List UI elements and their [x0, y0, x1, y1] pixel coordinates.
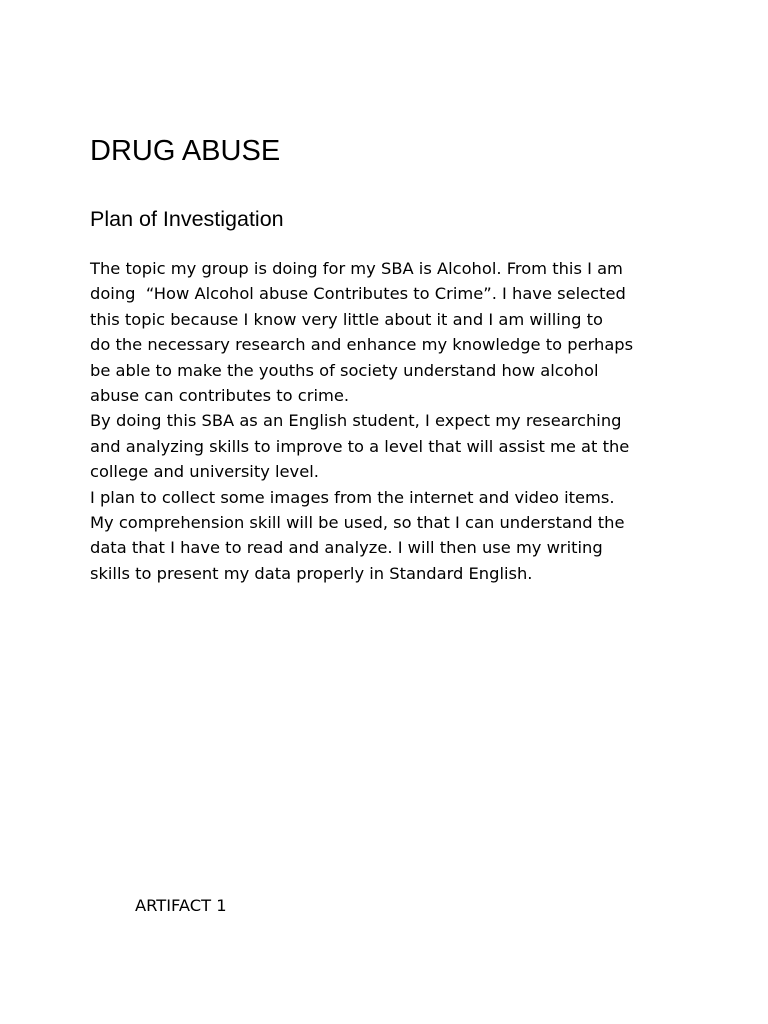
- body-line: and analyzing skills to improve to a level that will assist me at the: [90, 436, 630, 456]
- body-line: this topic because I know very little about it and I am willing to: [90, 309, 603, 329]
- section-heading: Plan of Investigation: [90, 207, 284, 231]
- body-line: do the necessary research and enhance my knowledge to perhaps: [90, 335, 634, 355]
- body-line: be able to make the youths of society understand how alcohol: [90, 360, 599, 380]
- body-line: college and university level.: [90, 462, 319, 482]
- body-line: doing “How Alcohol abuse Contributes to Crime”. I have selected: [90, 284, 626, 304]
- artifact-label: ARTIFACT 1: [135, 896, 227, 915]
- body-line: skills to present my data properly in Standard English.: [90, 563, 533, 583]
- body-line: data that I have to read and analyze. I will then use my writing: [90, 538, 603, 558]
- body-line: I plan to collect some images from the internet and video items.: [90, 487, 615, 507]
- document-title: DRUG ABUSE: [90, 135, 281, 167]
- body-line: By doing this SBA as an English student, I expect my researching: [90, 411, 622, 431]
- body-line: The topic my group is doing for my SBA is Alcohol. From this I am: [90, 259, 623, 278]
- body-paragraphs: [90, 256, 730, 586]
- body-line: abuse can contributes to crime.: [90, 386, 350, 406]
- body-line: My comprehension skill will be used, so that I can understand the: [90, 513, 625, 533]
